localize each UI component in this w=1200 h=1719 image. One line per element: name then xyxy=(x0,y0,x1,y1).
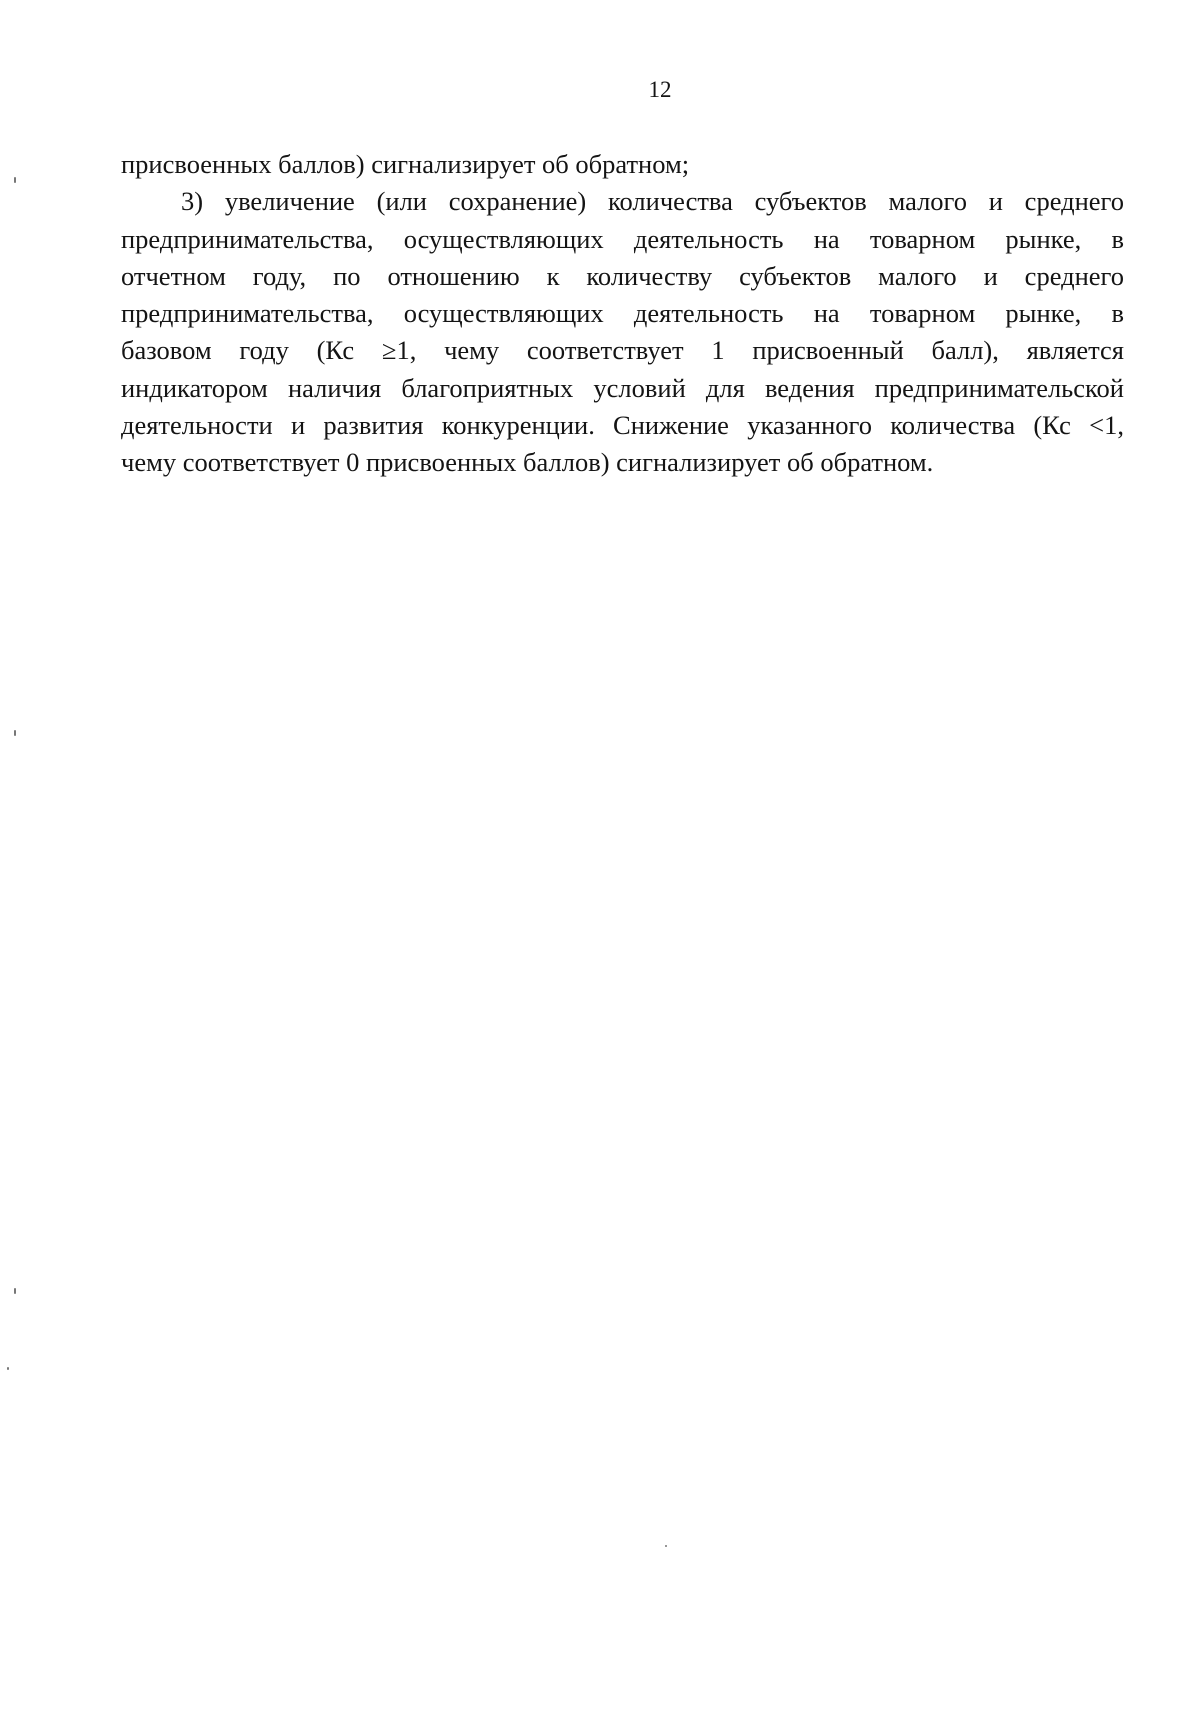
scan-speck xyxy=(665,1545,667,1547)
text-line: базовом году (Кс ≥1, чему соответствует 1 присвоенный балл), является xyxy=(121,335,1124,366)
text-line: деятельности и развития конкуренции. Снижение указанного количества (Кс <1, xyxy=(121,410,1124,441)
scan-speck xyxy=(7,1367,9,1370)
scan-speck xyxy=(14,177,16,183)
page-number: 12 xyxy=(648,77,672,102)
text-line: отчетном году, по отношению к количеству субъектов малого и среднего xyxy=(121,260,1124,291)
text-line: 3) увеличение (или сохранение) количества субъектов малого и среднего xyxy=(181,186,1124,217)
scan-speck xyxy=(14,730,16,736)
text-line: предпринимательства, осуществляющих деятельность на товарном рынке, в xyxy=(121,223,1124,254)
body-text xyxy=(121,146,1124,482)
text-line: чему соответствует 0 присвоенных баллов) сигнализирует об обратном. xyxy=(121,447,934,478)
text-line: присвоенных баллов) сигнализирует об обратном; xyxy=(121,149,690,179)
scan-speck xyxy=(14,1288,16,1294)
text-line: предпринимательства, осуществляющих деятельность на товарном рынке, в xyxy=(121,298,1124,329)
text-line: индикатором наличия благоприятных условий для ведения предпринимательской xyxy=(121,372,1124,403)
